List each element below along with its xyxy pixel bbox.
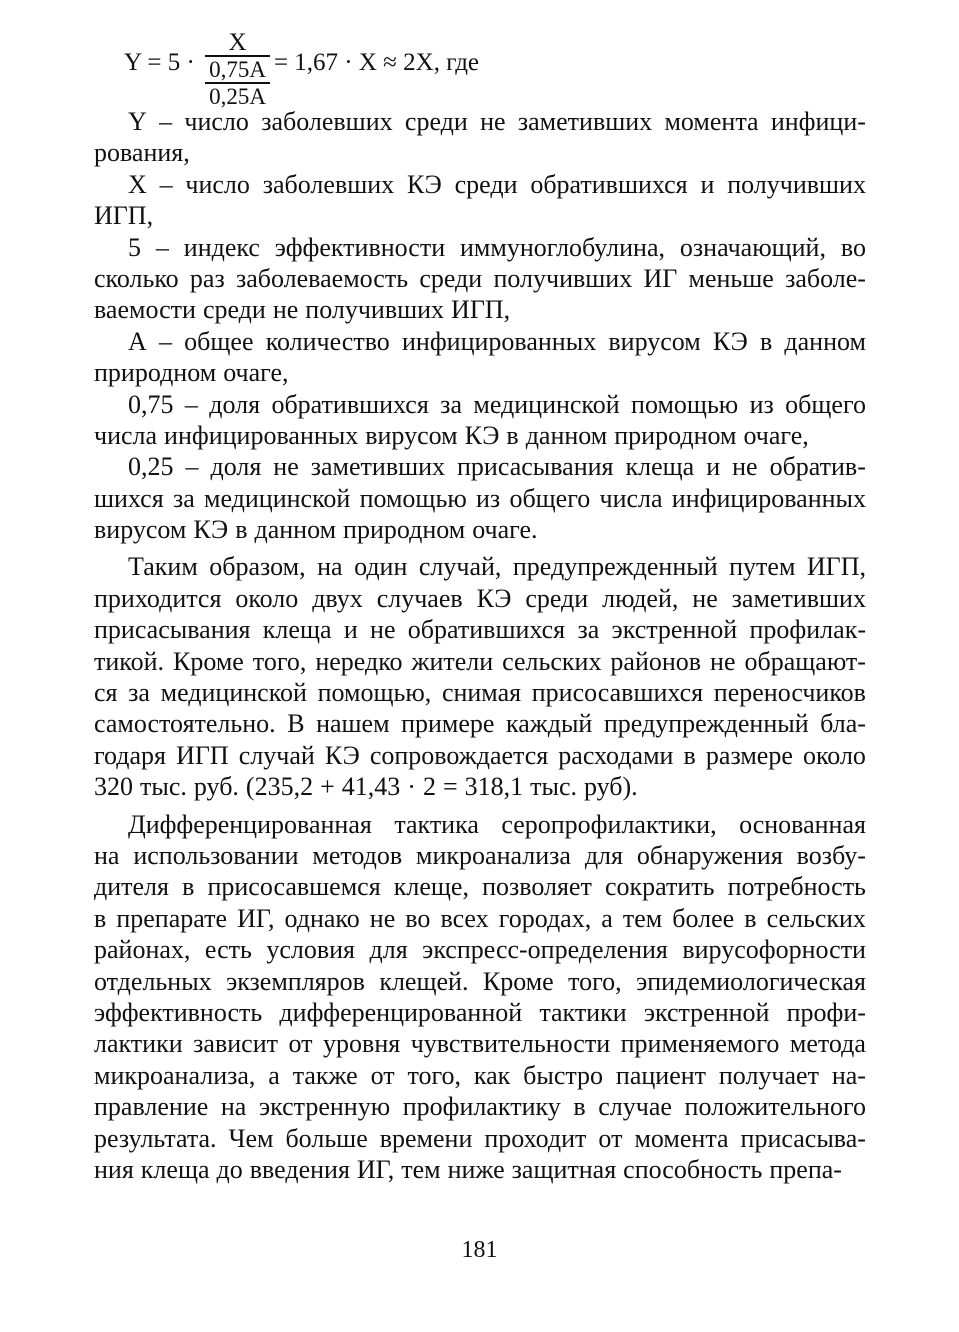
- text-line: присасывания клеща и не обратившихся за экстренной профилак-: [94, 615, 866, 645]
- text-line: ИГП,: [94, 201, 154, 231]
- paragraph: [94, 169, 866, 232]
- formula-fraction: [205, 30, 270, 109]
- text-line: сколько раз заболеваемость среди получивших ИГ меньше заболе-: [94, 263, 866, 293]
- paragraph: [94, 389, 866, 452]
- text-line: 0,25 – доля не заметивших присасывания клеща и не обратив-: [128, 452, 866, 482]
- text-line: на использовании методов микроанализа для обнаружения возбу-: [94, 840, 866, 870]
- formula-denominator: 0,25A: [209, 84, 266, 109]
- paragraph: [94, 232, 866, 326]
- formula-numerator: X: [228, 29, 247, 56]
- text-line: годаря ИГП случай КЭ сопровождается расходами в размере около: [94, 740, 866, 770]
- text-line: 320 тыс. руб. (235,2 + 41,43 · 2 = 318,1 тыс. руб).: [94, 772, 638, 802]
- text-line: шихся за медицинской помощью из общего числа инфицированных: [94, 483, 866, 513]
- text-line: Y – число заболевших среди не заметивших момента инфици-: [128, 107, 866, 136]
- text-line: 5 – индекс эффективности иммуноглобулина, означающий, во: [128, 232, 866, 262]
- formula: [124, 30, 479, 109]
- paragraph: [94, 451, 866, 545]
- text-line: правление на экстренную профилактику в случае положительного: [94, 1092, 866, 1122]
- text-line: Дифференцированная тактика серопрофилактики, основанная: [128, 809, 866, 839]
- paragraph: [94, 326, 866, 389]
- text-line: лактики зависит от уровня чувствительности применяемого метода: [94, 1029, 866, 1059]
- text-line: самостоятельно. В нашем примере каждый предупрежденный бла-: [94, 709, 866, 739]
- text-line: ваемости среди не получивших ИГП,: [94, 295, 511, 325]
- formula-left: Y = 5 ·: [124, 49, 202, 76]
- text-line: X – число заболевших КЭ среди обратившихся и получивших: [128, 169, 866, 199]
- text-line: микроанализа, а также от того, как быстро пациент получает на-: [94, 1060, 866, 1090]
- text-line: районах, есть условия для экспресс-определения вирусофорности: [94, 935, 866, 965]
- text-line: приходится около двух случаев КЭ среди людей, не заметивших: [94, 583, 866, 613]
- text-line: дителя в присосавшемся клеще, позволяет сократить потребность: [94, 872, 866, 902]
- formula-inner-numerator: 0,75A: [205, 55, 270, 84]
- paragraph: [94, 106, 866, 169]
- text-line: числа инфицированных вирусом КЭ в данном природном очаге,: [94, 420, 809, 450]
- text-line: вирусом КЭ в данном природном очаге.: [94, 515, 538, 545]
- text-line: Таким образом, на один случай, предупрежденный путем ИГП,: [128, 552, 866, 582]
- text-line: рования,: [94, 138, 190, 168]
- text-line: в препарате ИГ, однако не во всех городах, а тем более в сельских: [94, 903, 866, 933]
- body-text: [94, 106, 866, 1185]
- paragraph: [94, 551, 866, 802]
- text-line: ния клеща до введения ИГ, тем ниже защитная способность препа-: [94, 1154, 842, 1184]
- text-line: тикой. Кроме того, нередко жители сельских районов не обращают-: [94, 646, 866, 676]
- paragraph: [94, 809, 866, 1186]
- page-number: 181: [461, 1237, 498, 1263]
- text-line: отдельных экземпляров клещей. Кроме того, эпидемиологическая: [94, 966, 866, 996]
- text-line: результата. Чем больше времени проходит от момента присасыва-: [94, 1123, 866, 1153]
- text-line: природном очаге,: [94, 358, 289, 388]
- text-line: 0,75 – доля обратившихся за медицинской помощью из общего: [128, 389, 866, 419]
- formula-result: = 1,67 · X ≈ 2X, где: [273, 49, 480, 76]
- text-line: А – общее количество инфицированных вирусом КЭ в данном: [128, 326, 866, 356]
- text-line: ся за медицинской помощью, снимая присосавшихся переносчиков: [94, 678, 866, 708]
- text-line: эффективность дифференцированной тактики экстренной профи-: [94, 997, 866, 1027]
